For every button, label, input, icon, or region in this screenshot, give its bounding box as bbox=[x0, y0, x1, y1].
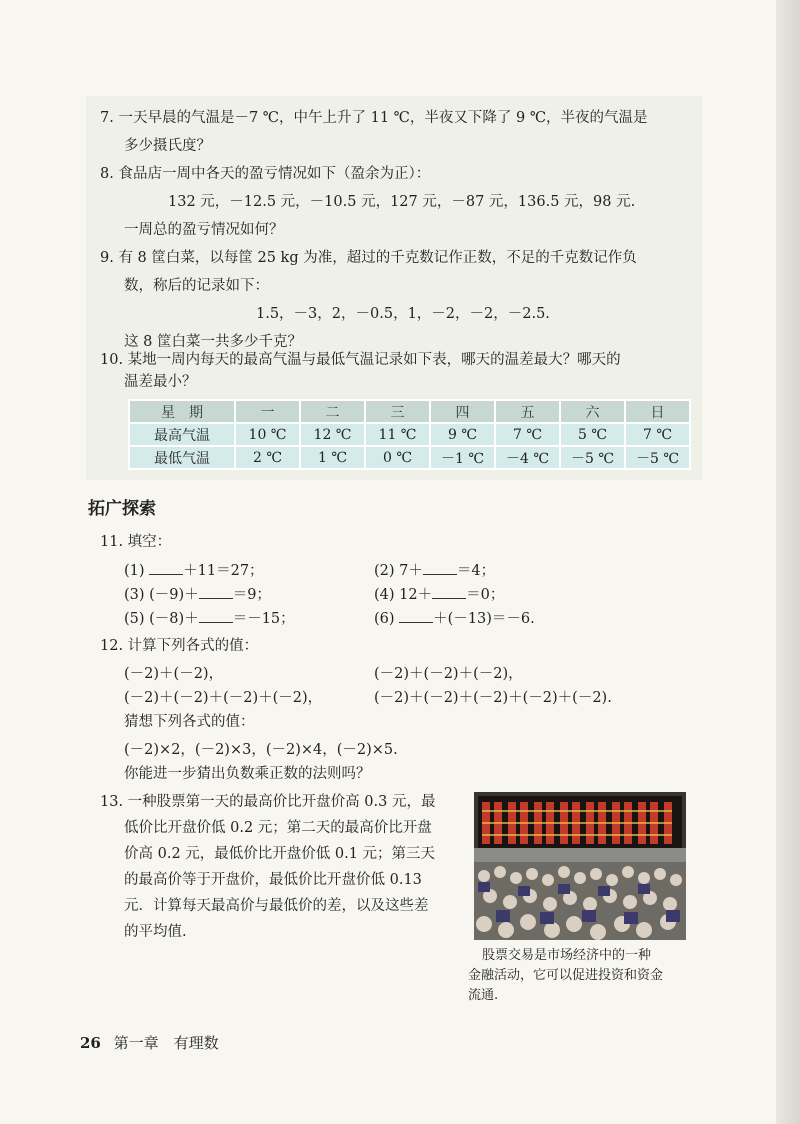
table-cell: 10 ℃ bbox=[235, 423, 300, 446]
q12-title: 12. 计算下列各式的值： bbox=[100, 638, 259, 654]
table-cell: 1 ℃ bbox=[300, 446, 365, 469]
q12-expr4: (－2)＋(－2)＋(－2)＋(－2)＋(－2). bbox=[374, 690, 612, 706]
q11-part1-label: (1) bbox=[124, 563, 145, 579]
q8-line3: 一周总的盈亏情况如何？ bbox=[124, 222, 284, 238]
page-footer bbox=[80, 1032, 219, 1053]
q7-line1: 7. 一天早晨的气温是－7 ℃，中午上升了 11 ℃，半夜又下降了 9 ℃，半夜的气温是 bbox=[100, 110, 648, 126]
q11-part1-expr: ＋11＝27； bbox=[183, 563, 264, 579]
q8-line1: 8. 食品店一周中各天的盈亏情况如下（盈余为正）： bbox=[100, 166, 431, 182]
table-cell: 五 bbox=[495, 400, 560, 423]
q11-title: 11. 填空： bbox=[100, 534, 172, 550]
table-cell: 9 ℃ bbox=[430, 423, 495, 446]
q13-line4: 的最高价等于开盘价，最低价比开盘价低 0.13 bbox=[124, 872, 422, 888]
q11-part2-label: (2) 7＋ bbox=[374, 563, 423, 579]
temperature-table bbox=[128, 399, 691, 470]
fill-blank bbox=[199, 584, 233, 599]
q10-line1: 10. 某地一周内每天的最高气温与最低气温记录如下表，哪天的温差最大？哪天的 bbox=[100, 352, 621, 368]
q11-part3-label: (3) (－9)＋ bbox=[124, 587, 199, 603]
q12-expr3: (－2)＋(－2)＋(－2)＋(－2)， bbox=[124, 690, 323, 706]
table-cell: 7 ℃ bbox=[495, 423, 560, 446]
q13-line3: 价高 0.2 元，最低价比开盘价低 0.1 元；第三天 bbox=[124, 846, 436, 862]
table-cell: 二 bbox=[300, 400, 365, 423]
q11-part5-label: (5) (－8)＋ bbox=[124, 611, 199, 627]
chapter-title: 第一章 有理数 bbox=[113, 1034, 219, 1052]
table-cell: －5 ℃ bbox=[625, 446, 690, 469]
fill-blank bbox=[432, 584, 466, 599]
q11-part3 bbox=[124, 584, 271, 605]
fill-blank bbox=[399, 608, 433, 623]
table-cell: 最低气温 bbox=[129, 446, 235, 469]
q12-guess: 猜想下列各式的值： bbox=[124, 714, 255, 730]
photo-caption-line2: 金融活动，它可以促进投资和资金 bbox=[468, 968, 664, 983]
table-cell: 一 bbox=[235, 400, 300, 423]
q13-line5: 元．计算每天最高价与最低价的差，以及这些差 bbox=[124, 898, 429, 914]
q9-line4: 这 8 筐白菜一共多少千克？ bbox=[124, 334, 302, 350]
table-cell: 最高气温 bbox=[129, 423, 235, 446]
photo-caption-line1: 股票交易是市场经济中的一种 bbox=[482, 948, 652, 963]
q11-part4 bbox=[374, 584, 504, 605]
table-cell: 四 bbox=[430, 400, 495, 423]
table-cell: 5 ℃ bbox=[560, 423, 625, 446]
q12-products: (－2)×2，(－2)×3，(－2)×4，(－2)×5. bbox=[124, 742, 398, 758]
q11-part3-expr: ＝9； bbox=[232, 587, 271, 603]
table-cell: 7 ℃ bbox=[625, 423, 690, 446]
table-row-low bbox=[129, 446, 690, 469]
section-title: 拓广探索 bbox=[88, 499, 156, 519]
q10-line2: 温差最小？ bbox=[124, 374, 197, 390]
q8-line2: 132 元，－12.5 元，－10.5 元，127 元，－87 元，136.5 元，98 元. bbox=[168, 194, 636, 210]
table-cell: 11 ℃ bbox=[365, 423, 430, 446]
q11-part2 bbox=[374, 560, 495, 581]
fill-blank bbox=[423, 560, 457, 575]
fill-blank bbox=[149, 560, 183, 575]
table-header-row bbox=[129, 400, 690, 423]
page-number: 26 bbox=[80, 1034, 101, 1052]
table-cell: －4 ℃ bbox=[495, 446, 560, 469]
table-cell: 星 期 bbox=[129, 400, 235, 423]
q9-line1: 9. 有 8 筐白菜，以每筐 25 kg 为准，超过的千克数记作正数，不足的千克数记作负 bbox=[100, 250, 637, 266]
table-cell: －1 ℃ bbox=[430, 446, 495, 469]
table-row-high bbox=[129, 423, 690, 446]
table-cell: 三 bbox=[365, 400, 430, 423]
q12-ask: 你能进一步猜出负数乘正数的法则吗？ bbox=[124, 766, 371, 782]
q12-expr2: (－2)＋(－2)＋(－2)， bbox=[374, 666, 523, 682]
q11-part6-expr: ＋(－13)＝－6. bbox=[433, 611, 535, 627]
fill-blank bbox=[199, 608, 233, 623]
q11-part6-label: (6) bbox=[374, 611, 395, 627]
q11-part6 bbox=[374, 608, 535, 629]
q11-part1 bbox=[124, 560, 264, 581]
table-cell: 2 ℃ bbox=[235, 446, 300, 469]
q11-part4-label: (4) 12＋ bbox=[374, 587, 433, 603]
q13-line2: 低价比开盘价低 0.2 元；第二天的最高价比开盘 bbox=[124, 820, 432, 836]
q11-part5-expr: ＝－15； bbox=[232, 611, 295, 627]
table-cell: 12 ℃ bbox=[300, 423, 365, 446]
q9-line3: 1.5，－3，2，－0.5，1，－2，－2，－2.5. bbox=[256, 306, 550, 322]
table-cell: －5 ℃ bbox=[560, 446, 625, 469]
q7-line2: 多少摄氏度？ bbox=[124, 138, 211, 154]
q13-line1: 13. 一种股票第一天的最高价比开盘价高 0.3 元，最 bbox=[100, 794, 436, 810]
table-cell: 六 bbox=[560, 400, 625, 423]
stock-exchange-photo bbox=[474, 792, 686, 940]
q11-part4-expr: ＝0； bbox=[466, 587, 505, 603]
q12-expr1: (－2)＋(－2)， bbox=[124, 666, 224, 682]
q13-line6: 的平均值. bbox=[124, 924, 187, 940]
photo-caption-line3: 流通. bbox=[468, 988, 499, 1003]
table-cell: 日 bbox=[625, 400, 690, 423]
q9-line2: 数，称后的记录如下： bbox=[124, 278, 269, 294]
q11-part5 bbox=[124, 608, 295, 629]
q11-part2-expr: ＝4； bbox=[456, 563, 496, 579]
table-cell: 0 ℃ bbox=[365, 446, 430, 469]
